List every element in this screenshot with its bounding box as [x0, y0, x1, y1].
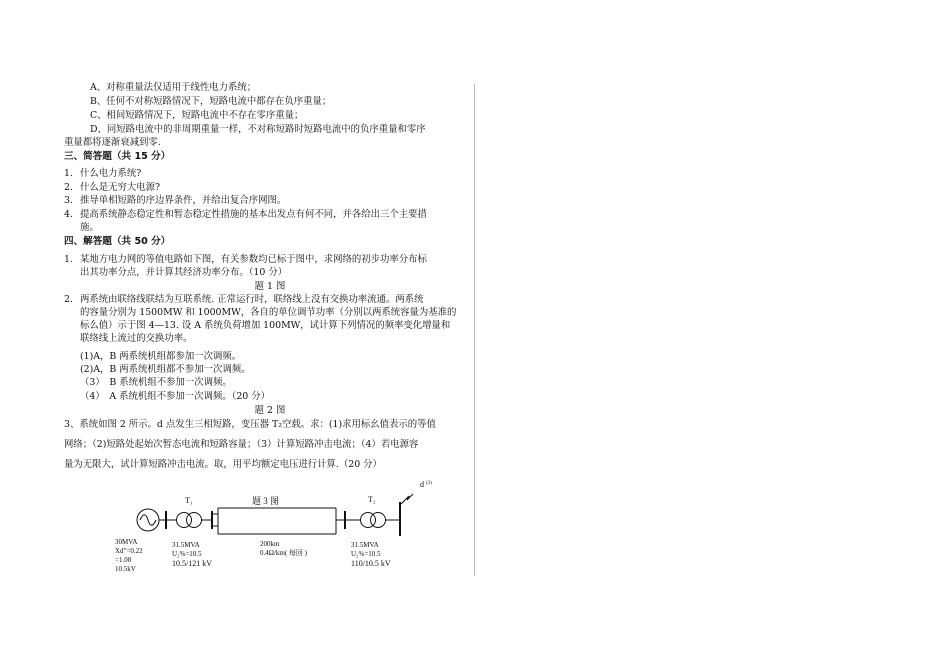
gen-capacity: 30MVA [115, 538, 138, 546]
option-d: D、同短路电流中的非周期重量一样，不对称短路时短路电流中的负序重量和零序 [90, 124, 426, 135]
q2-line-1: 两系统由联络线联结为互联系统. 正常运行时，联络线上没有交换功率流通。两系统 [80, 294, 424, 305]
t1-capacity: 31.5MVA [172, 541, 200, 549]
transformer-t2-symbol [361, 513, 386, 528]
section3-item-2-num: 2. [64, 182, 73, 193]
option-d-continued: 重量都将逐渐衰减到零. [64, 137, 161, 148]
option-a: A、对称重量法仅适用于线性电力系统； [90, 82, 257, 93]
q2-line-4: 联络线上流过的交换功率。 [80, 333, 193, 344]
generator-symbol [137, 509, 159, 531]
q1-line-1: 某地方电力网的等值电路如下图，有关参数均已标于图中，求网络的初步功率分布标 [80, 254, 427, 265]
q2-case-2: (2)A，B 两系统机组都不参加一次调频。 [80, 364, 251, 375]
section3-item-1-num: 1. [64, 168, 73, 179]
gen-reactance: Xd"=0.22 [115, 547, 143, 555]
section3-item-4-num: 4. [64, 209, 73, 220]
page-divider [474, 84, 475, 576]
q2-case-1: (1)A，B 两系统机组都参加一次调频。 [80, 351, 242, 362]
t1-impedance: U₂%=10.5 [172, 550, 202, 558]
q3-line-2: 网络；（2)短路处起始次暂态电流和短路容量；（3）计算短路冲击电流；（4）若电源容 [64, 439, 419, 450]
t2-impedance: U₂%=10.5 [351, 550, 381, 558]
line-impedance: 0.4Ω/km( 每回 ) [260, 549, 308, 557]
section3-item-4: 提高系统静态稳定性和暂态稳定性措施的基本出发点有何不同，并各给出三个主要措 [80, 209, 427, 220]
diagram-caption: 题 3 图 [252, 496, 280, 506]
q2-case-4: （4） A 系统机组不参加一次调频。（20 分） [80, 391, 270, 402]
t1-ratio: 10.5/121 kV [172, 559, 212, 568]
section3-item-3-num: 3. [64, 195, 73, 206]
fault-label: d [420, 480, 424, 489]
fault-superscript: (3) [426, 481, 432, 486]
section3-heading: 三、简答题（共 15 分） [64, 151, 171, 162]
q1-line-2: 出其功率分点，并计算其经济功率分布。（10 分） [80, 267, 288, 278]
transformer-t1-symbol [177, 513, 202, 528]
circuit-diagram [100, 478, 440, 578]
section3-item-3: 推导单相短路的序边界条件，并给出复合序网图。 [80, 195, 287, 206]
section3-item-1: 什么电力系统? [80, 168, 142, 179]
gen-emf: =1.08 [115, 556, 132, 564]
line-length: 200km [260, 540, 280, 548]
gen-voltage: 10.5kV [115, 565, 136, 573]
section3-item-2: 什么是无穷大电源? [80, 182, 161, 193]
t2-capacity: 31.5MVA [351, 541, 379, 549]
t2-label: T₂ [368, 495, 376, 504]
fault-arrow-icon [401, 494, 413, 504]
q2-num: 2. [64, 294, 73, 305]
t1-label: T₁ [185, 496, 193, 505]
q2-line-2: 的容量分别为 1500MW 和 1000MW，各自的单位调节功率（分别以两系统容量为基准的 [80, 307, 457, 318]
q3-line-3: 量为无限大，试计算短路冲击电流。取，用平均额定电压进行计算.（20 分） [64, 459, 382, 470]
q2-figure-caption: 题 2 图 [254, 405, 286, 416]
q1-num: 1. [64, 254, 73, 265]
section4-heading: 四、解答题（共 50 分） [64, 236, 171, 247]
section3-item-4-continued: 施。 [80, 222, 99, 233]
option-c: C、相间短路情况下，短路电流中不存在零序重量； [90, 110, 304, 121]
q2-case-3: （3） B 系统机组不参加一次调频。 [80, 377, 232, 388]
q1-figure-caption: 题 1 图 [254, 281, 286, 292]
q3-line-1: 3、系统如图 2 所示。d 点发生三相短路，变压器 T₂空载。求：(1)求用标幺值表示的等值 [64, 419, 436, 430]
option-b: B、任何不对称短路情况下，短路电流中都存在负序重量； [90, 96, 332, 107]
q2-line-3: 标么值）示于图 4—13. 设 A 系统负荷增加 100MW，试计算下列情况的频率变化增量和 [80, 320, 451, 331]
t2-ratio: 110/10.5 kV [351, 559, 391, 568]
